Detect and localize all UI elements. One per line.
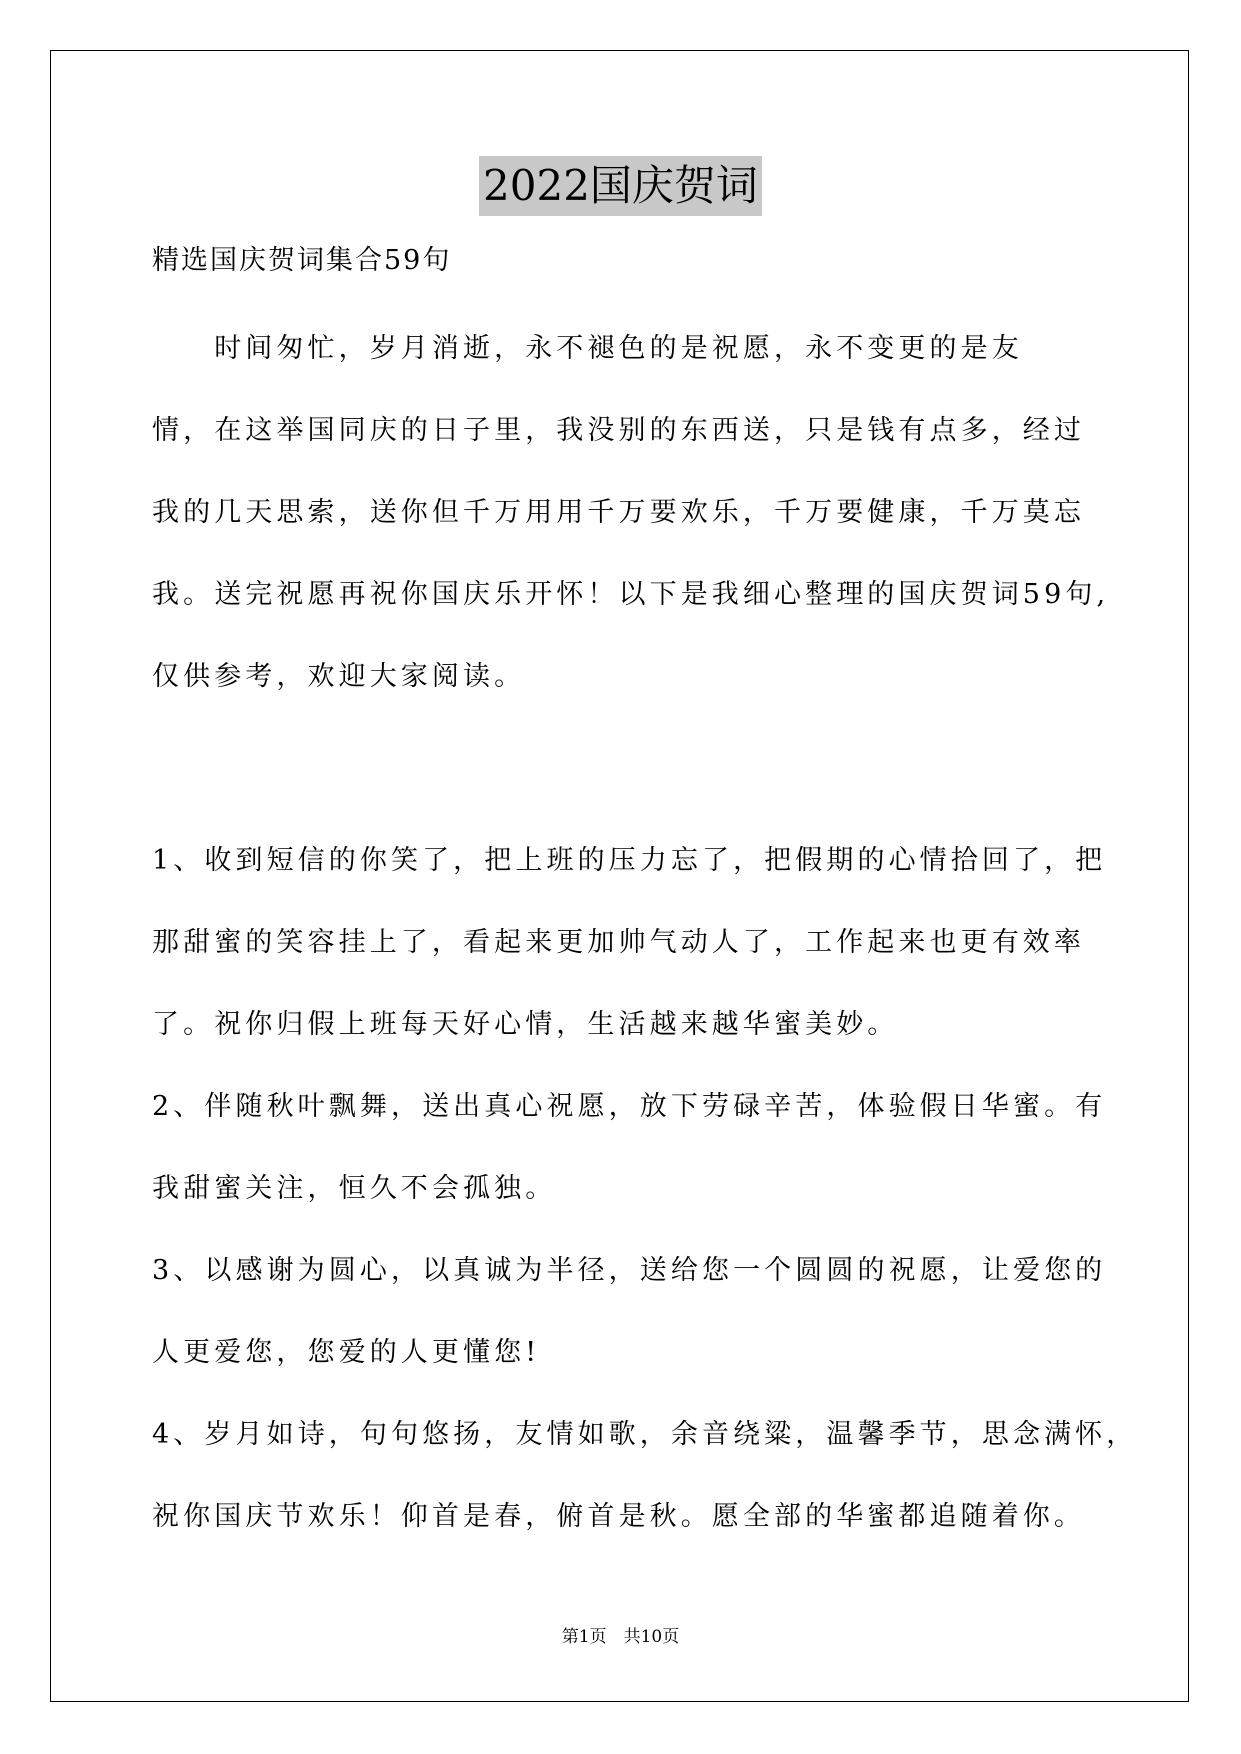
intro-line: 我的几天思索，送你但千万用用千万要欢乐，千万要健康，千万莫忘 [152, 497, 1085, 528]
greeting-line: 祝你国庆节欢乐！仰首是春，俯首是秋。愿全部的华蜜都追随着你。 [152, 1501, 1085, 1532]
greeting-line: 4、岁月如诗，句句悠扬，友情如歌，余音绕粱，温馨季节，思念满怀， [152, 1419, 1138, 1450]
intro-line: 情，在这举国同庆的日子里，我没别的东西送，只是钱有点多，经过 [152, 415, 1085, 446]
greeting-item-3 [152, 1230, 1107, 1394]
intro-line: 时间匆忙，岁月消逝，永不褪色的是祝愿，永不变更的是友 [152, 333, 1023, 364]
greeting-item-4 [152, 1394, 1138, 1558]
greeting-line: 那甜蜜的笑容挂上了，看起来更加帅气动人了，工作起来也更有效率 [152, 927, 1085, 958]
intro-line: 仅供参考，欢迎大家阅读。 [152, 661, 526, 692]
greeting-line: 1、收到短信的你笑了，把上班的压力忘了，把假期的心情拾回了，把 [152, 845, 1107, 876]
greeting-line: 3、以感谢为圆心，以真诚为半径，送给您一个圆圆的祝愿，让爱您的 [152, 1255, 1107, 1286]
page-footer: 第1页 共10页 [561, 1627, 680, 1647]
greeting-line: 人更爱您，您爱的人更懂您! [152, 1337, 541, 1368]
greeting-item-1 [152, 820, 1107, 1066]
title-container [0, 156, 1241, 216]
greeting-line: 2、伴随秋叶飘舞，送出真心祝愿，放下劳碌辛苦，体验假日华蜜。有 [152, 1091, 1107, 1122]
intro-line: 我。送完祝愿再祝你国庆乐开怀！以下是我细心整理的国庆贺词59句, [152, 579, 1110, 610]
document-title: 2022国庆贺词 [479, 156, 762, 216]
greeting-line: 我甜蜜关注，恒久不会孤独。 [152, 1173, 557, 1204]
greeting-item-2 [152, 1066, 1107, 1230]
greeting-line: 了。祝你归假上班每天好心情，生活越来越华蜜美妙。 [152, 1009, 899, 1040]
intro-paragraph [152, 308, 1110, 718]
document-subtitle: 精选国庆贺词集合59句 [152, 245, 452, 276]
